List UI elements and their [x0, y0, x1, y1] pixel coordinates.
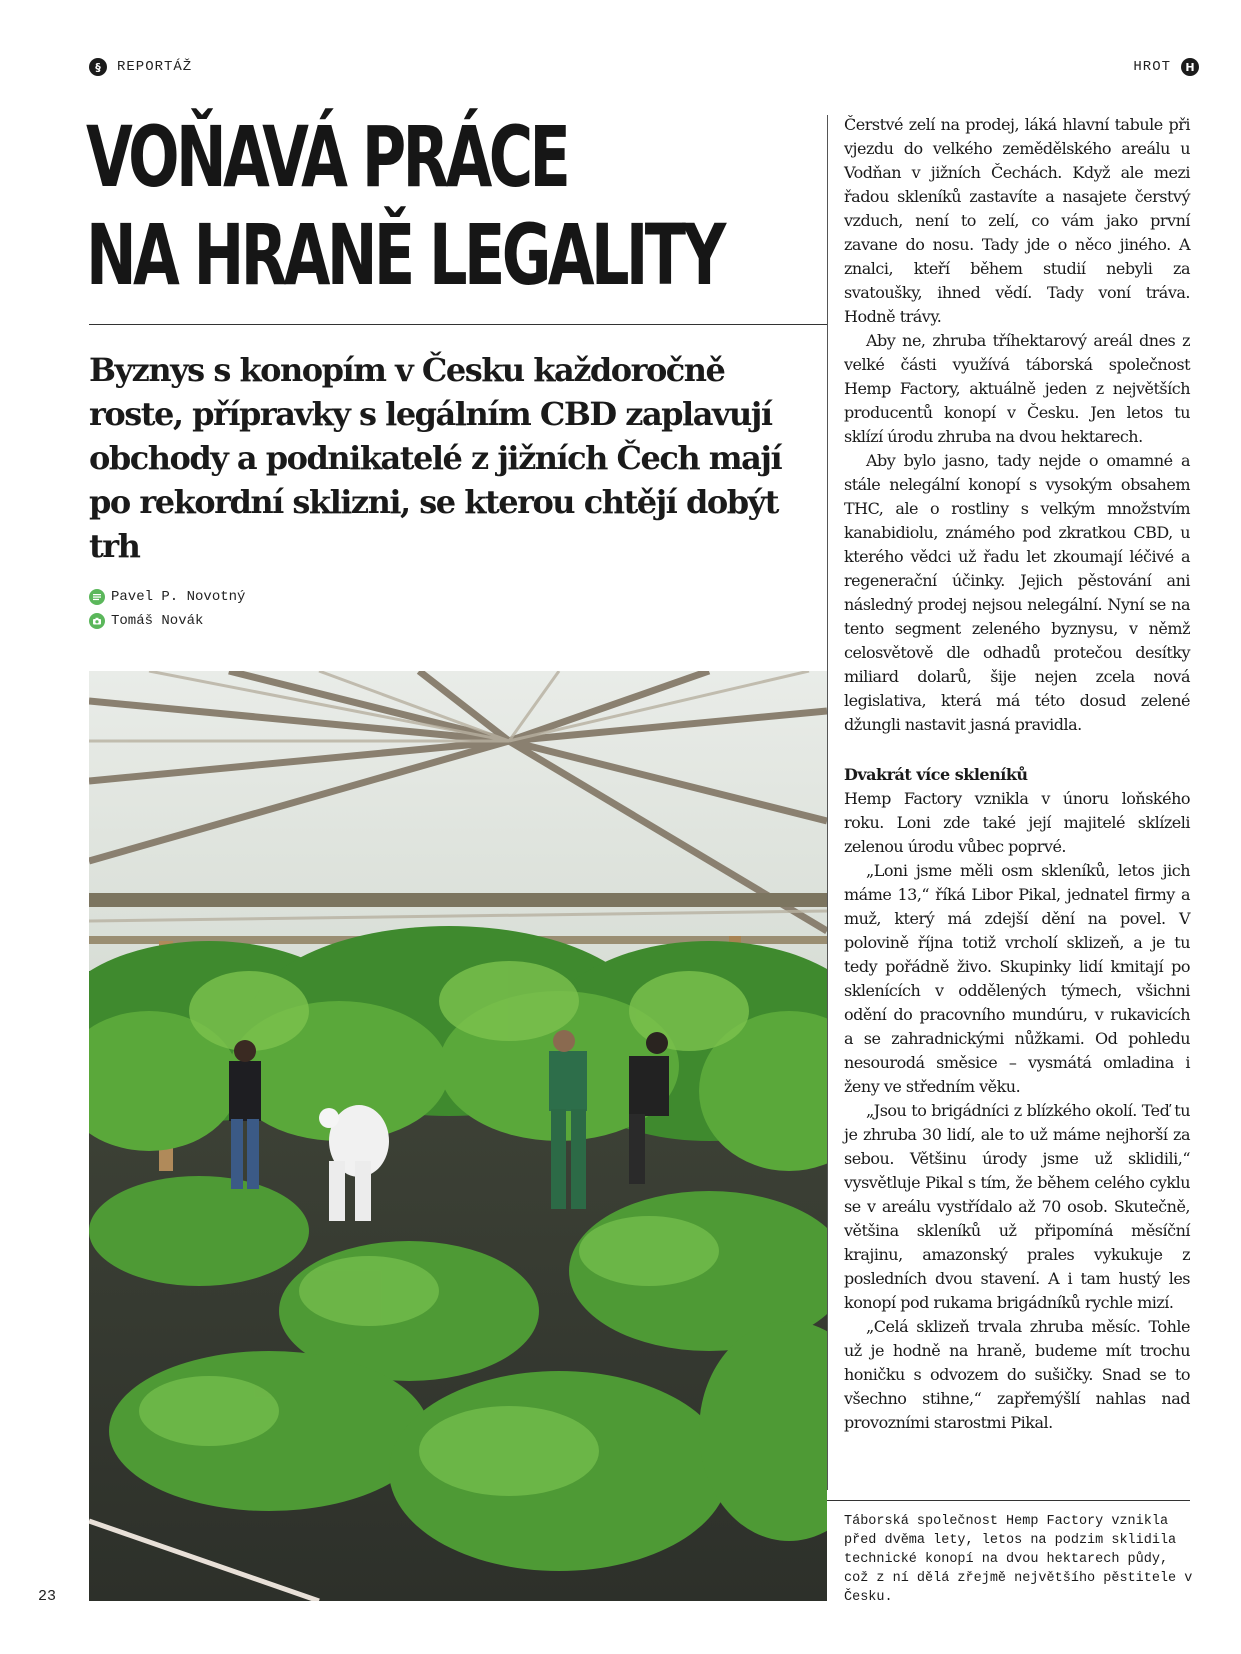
- greenhouse-photo: [89, 671, 827, 1601]
- author-credit: [89, 589, 245, 605]
- camera-icon: [89, 613, 105, 629]
- subheading: Dvakrát více skleníků: [844, 765, 1028, 784]
- paragraph-6: „Jsou to brigádníci z blízkého okolí. Teď tu je zhruba 30 lidí, ale to už máme nejhorší za sebou. Většinu úrody jsme už sklidili,“ vysvětluje Pikal s tím, že během celého cyklu se v areálu vystřídalo až 70 osob. Skutečně, většina skleníků už připomíná měsíční krajinu, amazonský prales vykukuje z posledních dvou stavení. A i tam hustý les konopí pod rukama brigádníků rychle mizí.: [844, 1101, 1190, 1312]
- photographer-credit: [89, 613, 203, 629]
- photo-caption: Táborská společnost Hemp Factory vznikla před dvěma lety, letos na podzim sklidila technické konopí na dvou hektarech půdy, což z ní dělá zřejmě největšího pěstitele v Česku.: [844, 1514, 1193, 1605]
- article-body: [844, 113, 1190, 1435]
- section-label: REPORTÁŽ: [117, 59, 193, 75]
- title-line-2: NA HRANĚ LEGALITY: [86, 206, 723, 304]
- text-author-icon: [89, 589, 105, 605]
- article-lead: Byznys s konopím v Česku každoročně roste, přípravky s legálním CBD zaplavují obchody a podnikatelé z jižních Čech mají po rekordní sklizni, se kterou chtějí dobýt trh: [89, 351, 782, 565]
- section-header: [89, 58, 192, 76]
- paragraph-4: Hemp Factory vznikla v únoru loňského roku. Loni zde také její majitelé sklízeli zelenou úrodu vůbec poprvé.: [844, 789, 1190, 856]
- brand-label: HROT: [1133, 59, 1171, 75]
- article-title: [86, 108, 723, 304]
- paragraph-7: „Celá sklizeň trvala zhruba měsíc. Tohle už je hodně na hraně, budeme mít trochu honičku s odvozem do sušičky. Snad se to všechno stihne,“ zapřemýšlí nahlas nad provozními starostmi Pikal.: [844, 1317, 1190, 1432]
- author-name: Pavel P. Novotný: [111, 589, 246, 605]
- paragraph-3: Aby bylo jasno, tady nejde o omamné a stále nelegální konopí s vysokým obsahem THC, ale o rostliny s velkým množstvím kanabidiolu, známého pod zkratkou CBD, u kterého vědci už řadu let zkoumají léčivé a regenerační účinky. Jejich pěstování ani následný prodej nejsou nelegální. Nyní se na tento segment zeleného byznysu, v němž celosvětově dle odhadů protečou desítky miliard dolarů, šije nejen zcela nová legislativa, která má této dosud zelené džungli nastavit jasná pravidla.: [844, 451, 1190, 734]
- hrot-logo-icon: H: [1181, 58, 1199, 76]
- title-line-1: VOŇAVÁ PRÁCE: [86, 108, 568, 206]
- paragraph-1: Čerstvé zelí na prodej, láká hlavní tabule při vjezdu do velkého zemědělského areálu u Vodňan v jižních Čechách. Když ale mezi řadou skleníků zastavíte a nasajete čerstvý vzduch, není to zelí, co vám jako první zavane do nosu. Tady jde o něco jiného. A znalci, kteří během studií nebyli za svatoušky, ihned vědí. Tady voní tráva. Hodně trávy.: [844, 115, 1190, 326]
- paragraph-2: Aby ne, zhruba tříhektarový areál dnes z velké části využívá táborská společnost Hemp Factory, aktuálně jeden z největších producentů konopí v Česku. Jen letos tu sklízí úrodu zhruba na dvou hektarech.: [844, 331, 1190, 446]
- section-logo-icon: §: [89, 58, 107, 76]
- page-number: 23: [38, 1588, 57, 1605]
- caption-divider: [827, 1500, 1190, 1501]
- title-divider: [89, 324, 827, 325]
- photographer-name: Tomáš Novák: [111, 613, 204, 629]
- paragraph-5: „Loni jsme měli osm skleníků, letos jich máme 13,“ říká Libor Pikal, jednatel firmy a muž, který má zdejší dění na povel. V polovině října totiž vrcholí sklizeň, a je tu tedy pořádně živo. Skupinky lidí kmitají po sklenících v oddělených týmech, všichni odění do pracovního mundúru, v rukavicích a se zahradnickými nůžkami. Od pohledu nesourodá směsice – vysmátá omladina i ženy ve středním věku.: [844, 861, 1190, 1096]
- brand-header: [1133, 58, 1199, 76]
- column-divider: [827, 115, 828, 1490]
